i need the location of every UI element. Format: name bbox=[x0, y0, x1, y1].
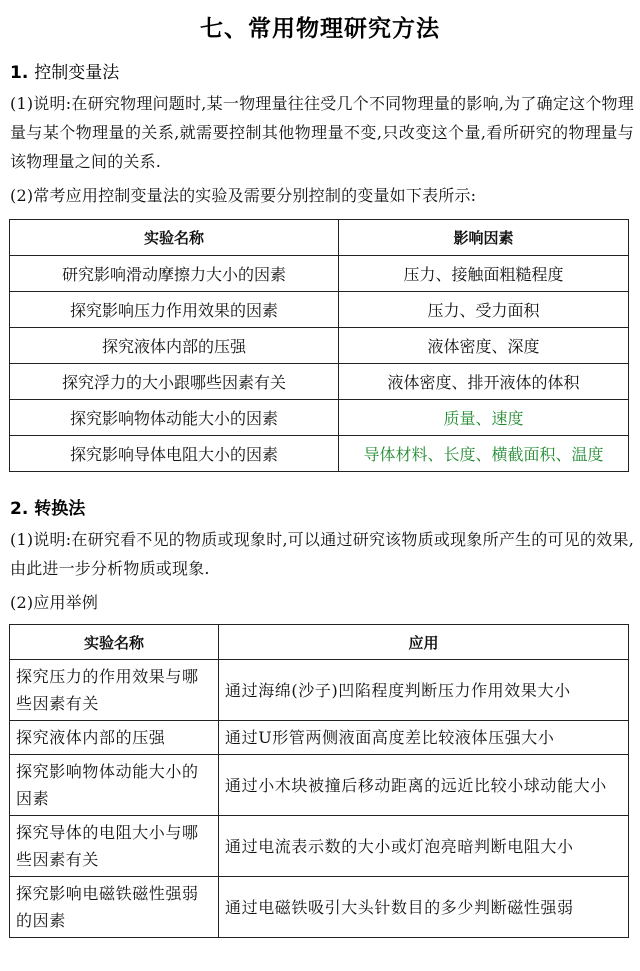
header-experiment-name: 实验名称 bbox=[10, 625, 219, 660]
header-factors: 影响因素 bbox=[339, 220, 629, 256]
table-row bbox=[10, 364, 629, 400]
application-cell: 通过电流表示数的大小或灯泡亮暗判断电阻大小 bbox=[219, 816, 629, 877]
application-cell: 通过海绵(沙子)凹陷程度判断压力作用效果大小 bbox=[219, 660, 629, 721]
experiment-cell: 探究压力的作用效果与哪些因素有关 bbox=[10, 660, 219, 721]
table-header-row bbox=[10, 220, 629, 256]
section1-title: 控制变量法 bbox=[34, 63, 120, 83]
factor-cell: 液体密度、深度 bbox=[339, 328, 629, 364]
section1-number: 1. bbox=[10, 63, 29, 83]
table-row bbox=[10, 816, 629, 877]
table-row bbox=[10, 400, 629, 436]
header-experiment-name: 实验名称 bbox=[10, 220, 339, 256]
factor-cell: 质量、速度 bbox=[339, 400, 629, 436]
section1-table-intro: (2)常考应用控制变量法的实验及需要分别控制的变量如下表所示: bbox=[10, 186, 477, 205]
experiment-cell: 研究影响滑动摩擦力大小的因素 bbox=[10, 256, 339, 292]
table-row bbox=[10, 877, 629, 938]
table-row bbox=[10, 256, 629, 292]
application-cell: 通过电磁铁吸引大头针数目的多少判断磁性强弱 bbox=[219, 877, 629, 938]
experiment-cell: 探究导体的电阻大小与哪些因素有关 bbox=[10, 816, 219, 877]
factor-cell: 压力、受力面积 bbox=[339, 292, 629, 328]
table-row bbox=[10, 436, 629, 472]
section1-explanation-label: (1)说明: bbox=[10, 94, 72, 113]
factor-cell: 液体密度、排开液体的体积 bbox=[339, 364, 629, 400]
page-title: 七、常用物理研究方法 bbox=[200, 16, 440, 42]
experiment-cell: 探究影响压力作用效果的因素 bbox=[10, 292, 339, 328]
experiment-cell: 探究浮力的大小跟哪些因素有关 bbox=[10, 364, 339, 400]
section1-explanation bbox=[10, 89, 634, 176]
control-variable-table bbox=[9, 219, 629, 472]
section1-explanation-text: 在研究物理问题时,某一物理量往往受几个不同物理量的影响,为了确定这个物理量与某个物理量的关系,就需要控制其他物理量不变,只改变这个量,看所研究的物理量与该物理量之间的关系. bbox=[10, 94, 634, 171]
table-header-row bbox=[10, 625, 629, 660]
table-row bbox=[10, 292, 629, 328]
header-application: 应用 bbox=[219, 625, 629, 660]
experiment-cell: 探究影响导体电阻大小的因素 bbox=[10, 436, 339, 472]
section2-explanation bbox=[10, 525, 634, 583]
table-row bbox=[10, 755, 629, 816]
section1-heading bbox=[10, 58, 119, 83]
application-cell: 通过U形管两侧液面高度差比较液体压强大小 bbox=[219, 721, 629, 755]
section2-number: 2. bbox=[10, 499, 29, 519]
section2-heading bbox=[10, 494, 85, 519]
experiment-cell: 探究液体内部的压强 bbox=[10, 328, 339, 364]
experiment-cell: 探究影响物体动能大小的因素 bbox=[10, 400, 339, 436]
application-cell: 通过小木块被撞后移动距离的远近比较小球动能大小 bbox=[219, 755, 629, 816]
section2-title: 转换法 bbox=[34, 499, 86, 519]
section2-table-intro: (2)应用举例 bbox=[10, 593, 99, 612]
experiment-cell: 探究影响物体动能大小的因素 bbox=[10, 755, 219, 816]
experiment-cell: 探究液体内部的压强 bbox=[10, 721, 219, 755]
table-row bbox=[10, 660, 629, 721]
factor-cell: 导体材料、长度、横截面积、温度 bbox=[339, 436, 629, 472]
section2-explanation-text: 在研究看不见的物质或现象时,可以通过研究该物质或现象所产生的可见的效果,由此进一步分析物质或现象. bbox=[10, 530, 634, 578]
conversion-method-table bbox=[9, 624, 629, 938]
table-row bbox=[10, 328, 629, 364]
factor-cell: 压力、接触面粗糙程度 bbox=[339, 256, 629, 292]
table-row bbox=[10, 721, 629, 755]
experiment-cell: 探究影响电磁铁磁性强弱的因素 bbox=[10, 877, 219, 938]
section2-explanation-label: (1)说明: bbox=[10, 530, 72, 549]
